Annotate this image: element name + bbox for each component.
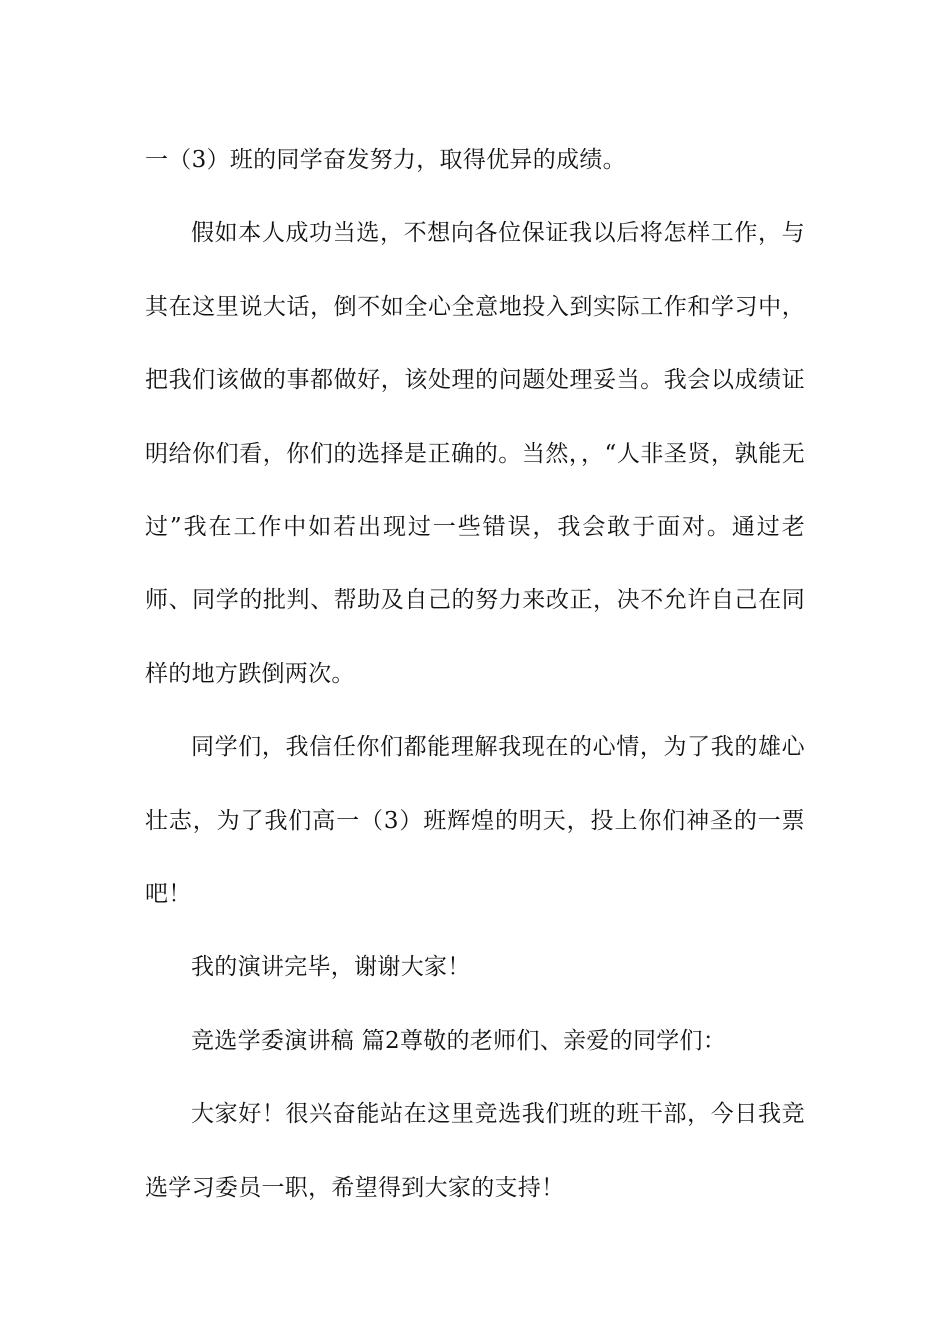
paragraph-4: 我的演讲完毕，谢谢大家！ [191, 954, 471, 981]
paragraph-6: 大家好！很兴奋能站在这里竞选我们班的班干部，今日我竞选学习委员一职，希望得到大家的支持！ [145, 1101, 805, 1201]
document-body [145, 124, 805, 1225]
paragraph-2: 假如本人成功当选，不想向各位保证我以后将怎样工作，与其在这里说大话，倒不如全心全意地投入到实际工作和学习中，把我们该做的事都做好，该处理的问题处理妥当。我会以成绩证明给你们看，你们的选择是正确的。当然，，“人非圣贤，孰能无过”我在工作中如若出现过一些错误，我会敢于面对。通过老师、同学的批判、帮助及自己的努力来改正，决不允许自己在同样的地方跌倒两次。 [145, 220, 805, 687]
paragraph-5: 竞选学委演讲稿 篇2尊敬的老师们、亲爱的同学们： [191, 1027, 727, 1054]
paragraph-3: 同学们，我信任你们都能理解我现在的心情，为了我的雄心壮志，为了我们高一（3）班辉煌的明天，投上你们神圣的一票吧！ [145, 734, 805, 908]
paragraph-1: 一（3）班的同学奋发努力，取得优异的成绩。 [145, 147, 626, 173]
